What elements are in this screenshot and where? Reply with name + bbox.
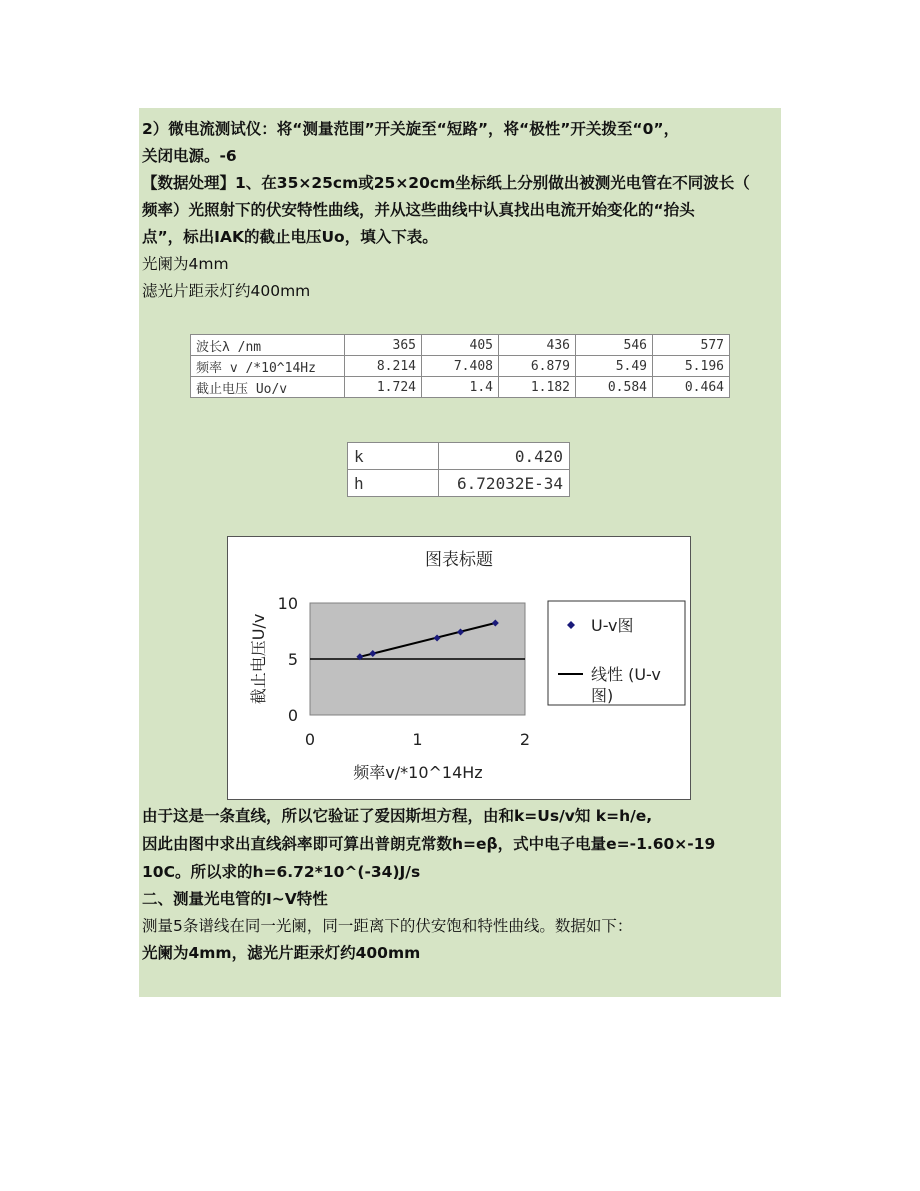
table-cell: 405 [422,335,499,356]
text-line: 测量5条谱线在同一光阑，同一距离下的伏安饱和特性曲线。数据如下： [142,917,633,935]
wavelength-voltage-table [190,334,730,398]
table-cell: 0.584 [576,377,653,398]
table-cell: 5.196 [653,356,730,377]
legend-label: 图) [591,686,614,705]
table-cell: 6.879 [499,356,576,377]
table-cell: 1.4 [422,377,499,398]
text-line: 滤光片距汞灯约400mm [142,282,311,300]
table-cell: 7.408 [422,356,499,377]
section-heading: 二、测量光电管的I~V特性 [142,890,328,908]
x-tick-label: 1 [412,730,423,749]
table-cell: 8.214 [345,356,422,377]
y-tick-label: 5 [287,650,298,669]
text-line: 关闭电源。-6 [142,147,237,165]
table-cell: 546 [576,335,653,356]
x-axis-label: 频率v/*10^14Hz [353,763,483,782]
text-line: 点”，标出IAK的截止电压Uo，填入下表。 [142,228,438,246]
text-line: 光阑为4mm，滤光片距汞灯约400mm [142,944,421,962]
x-tick-label: 2 [519,730,531,749]
table-cell: 1.724 [345,377,422,398]
table-row [191,356,730,377]
constant-label: h [348,470,439,497]
text-line: 2）微电流测试仪：将“测量范围”开关旋至“短路”，将“极性”开关拨至“0”， [142,120,680,138]
row-label: 波长λ /nm [191,335,345,356]
text-line: 因此由图中求出直线斜率即可算出普朗克常数h=eβ，式中电子电量e=-1.60×-19 [142,835,716,853]
table-cell: 577 [653,335,730,356]
table-cell: 365 [345,335,422,356]
table-cell: 436 [499,335,576,356]
document-page [139,108,781,997]
constant-label: k [348,443,439,470]
text-line: 光阑为4mm [142,255,229,273]
table-cell: 5.49 [576,356,653,377]
chart-title: 图表标题 [425,550,493,570]
row-label: 截止电压 Uo/v [191,377,345,398]
text-line: 频率）光照射下的伏安特性曲线，并从这些曲线中认真找出电流开始变化的“抬头 [142,201,695,219]
constant-value: 6.72032E-34 [439,470,570,497]
constant-value: 0.420 [439,443,570,470]
table-row [348,470,570,497]
y-tick-label: 0 [287,706,298,725]
y-axis-label: 截止电压U/v [249,613,268,705]
y-tick-label: 10 [277,594,298,613]
table-cell: 1.182 [499,377,576,398]
legend-label: 线性 (U-v [591,665,661,684]
text-line: 由于这是一条直线，所以它验证了爱因斯坦方程，由和k=Us/v知 k=h/e, [142,807,653,825]
chart [227,536,691,800]
section-heading: 【数据处理】1、在35×25cm或25×20cm坐标纸上分别做出被测光电管在不同波长（ [142,174,750,192]
table-row [348,443,570,470]
table-cell: 0.464 [653,377,730,398]
row-label: 频率 v /*10^14Hz [191,356,345,377]
x-tick-label: 0 [304,730,316,749]
table-row [191,335,730,356]
chart-svg [228,537,690,799]
constant-table [347,442,570,497]
text-line: 10C。所以求的h=6.72*10^(-34)J/s [142,863,421,881]
table-row [191,377,730,398]
legend-label: U-v图 [591,616,634,635]
